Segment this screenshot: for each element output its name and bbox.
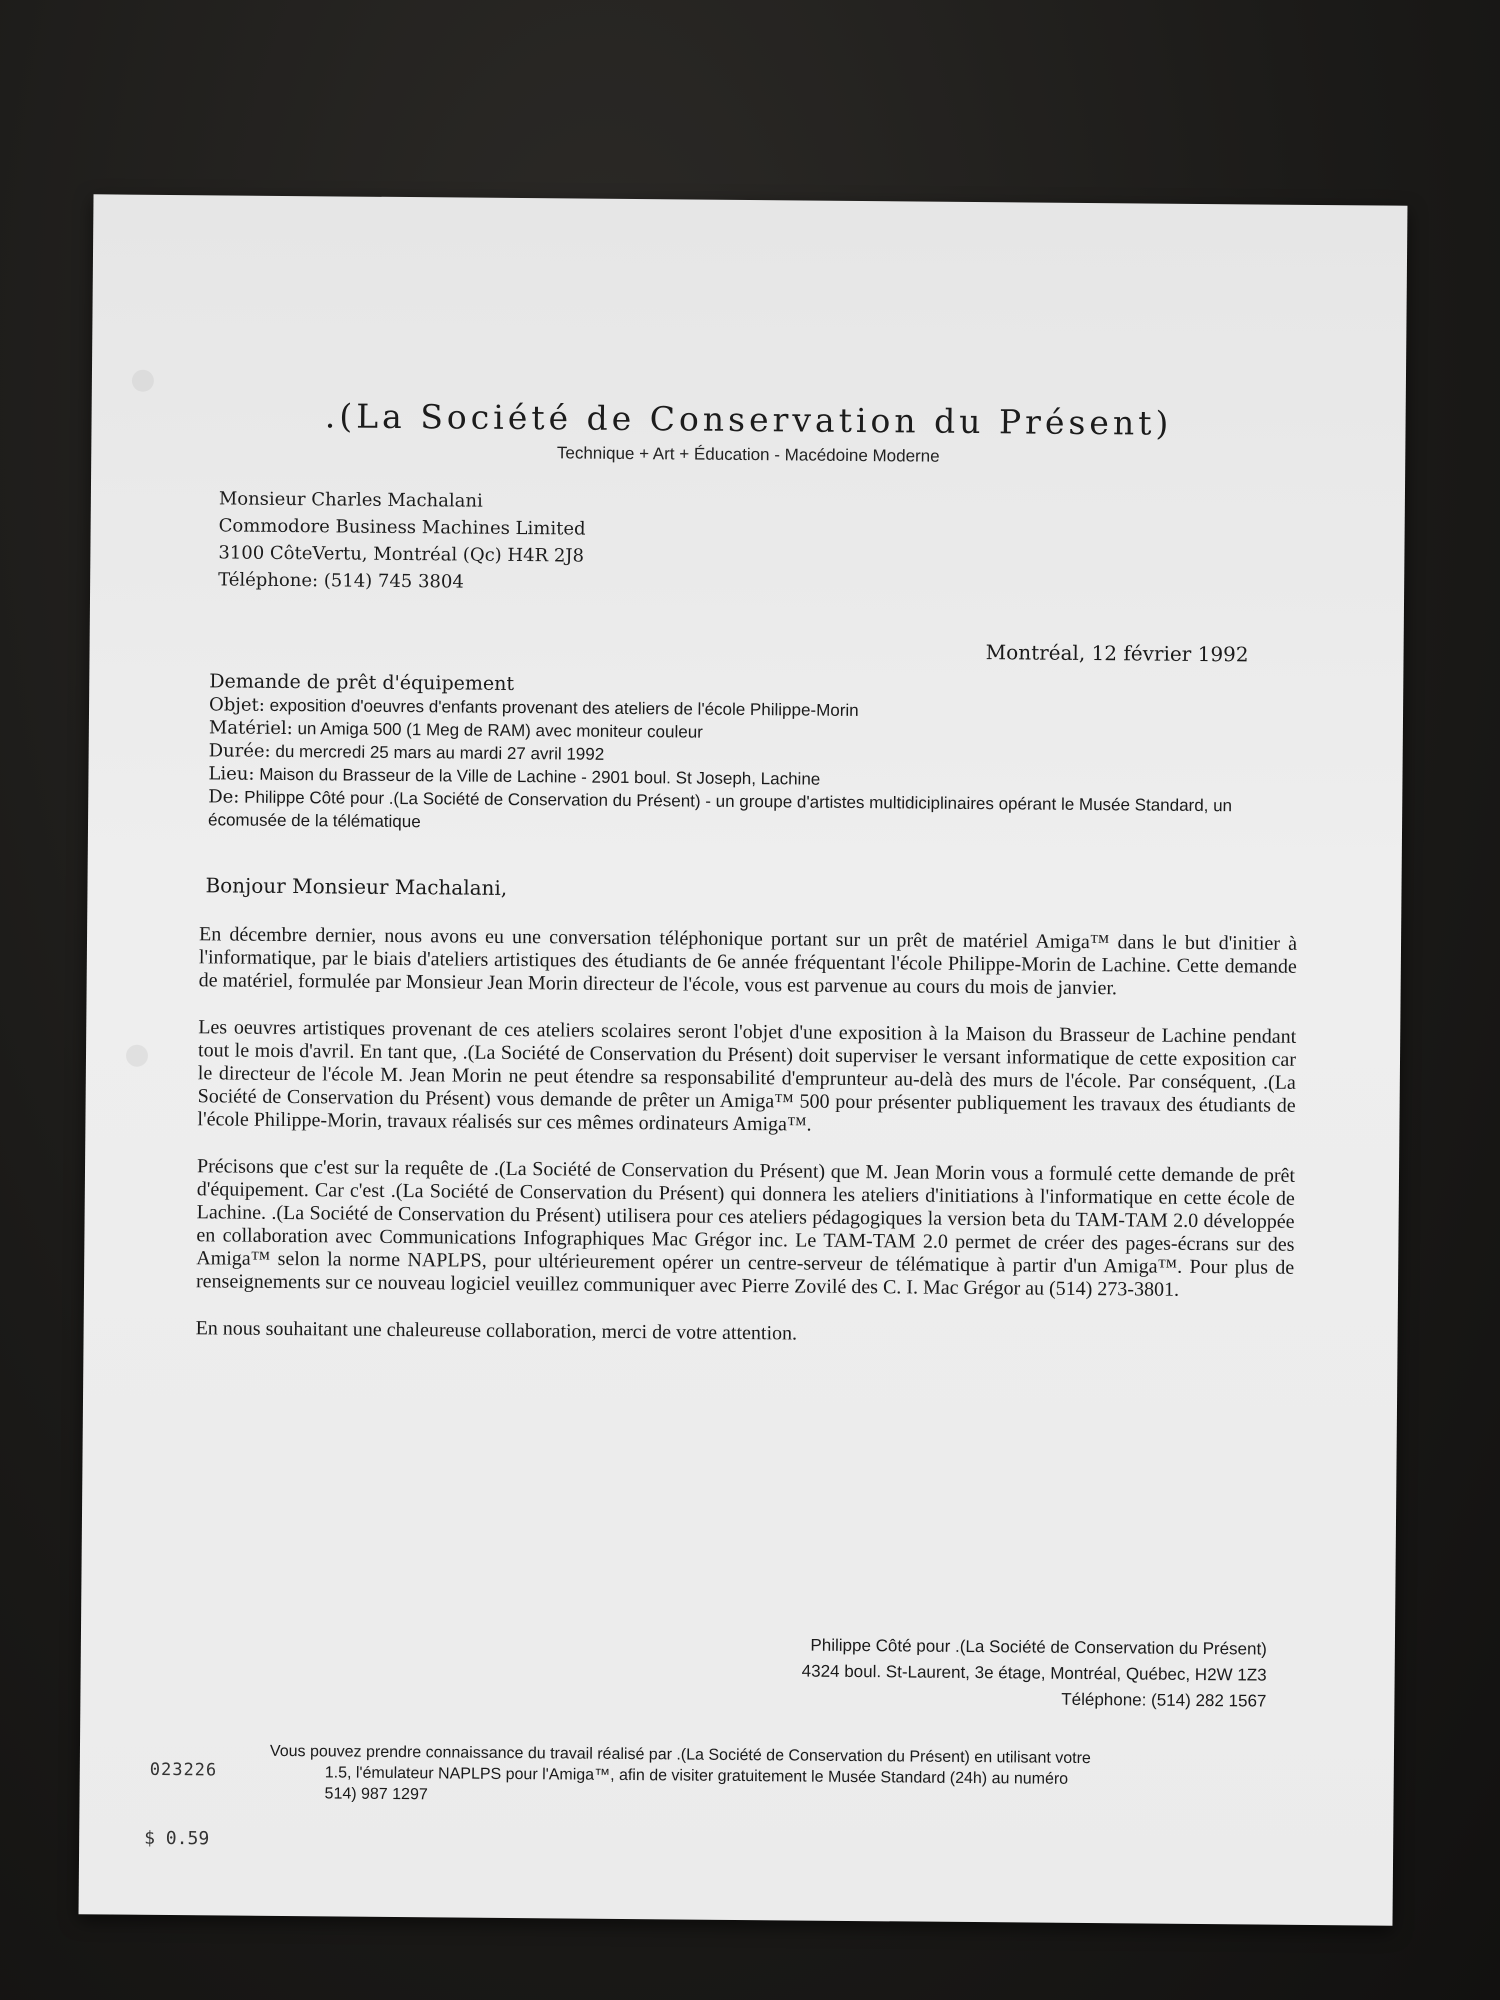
de-label: De: [208, 786, 240, 808]
letter-page [79, 194, 1408, 1925]
duree-value: du mercredi 25 mars au mardi 27 avril 1992 [275, 741, 605, 764]
organization-tagline: Technique + Art + Éducation - Macédoine Moderne [556, 443, 940, 466]
signature-name: Philippe Côté pour .(La Société de Conservation du Présent) [810, 1635, 1267, 1659]
signature-phone: Téléphone: (514) 282 1567 [1061, 1689, 1267, 1711]
subject-block [208, 670, 1289, 840]
recipient-block [218, 485, 586, 596]
de-value: Philippe Côté pour .(La Société de Conservation du Présent) - un groupe d'artistes multidiciplinaires opérant le Musée Standard, un écomusée de la télématique [207, 787, 1233, 832]
letter-date: Montréal, 12 février 1992 [985, 640, 1249, 667]
footer-line-1: Vous pouvez prendre connaissance du travail réalisé par .(La Société de Conservation du Présent) en utilisant votre [269, 1742, 1091, 1768]
paragraph-3: Précisons que c'est sur la requête de .(La Société de Conservation du Présent) que M. Jean Morin vous a formulé cette demande de prêt d'équipement. Car c'est .(La Société de Conservation du Présent) qui donnera les ateliers d'initiations à l'informatique en cette école de Lachine. .(La Société de Conservation du Présent) utilisera pour ces ateliers pédagogiques la version beta du TAM-TAM 2.0 développée en collaboration avec Communications Infographiques Mac Grégor inc. Le TAM-TAM 2.0 permet de créer des pages-écrans sur des Amiga™ selon la norme NAPLPS, pour ultérieurement opérer un centre-serveur de télématique à partir d'un Amiga™. Pour plus de renseignements sur ce nouveau logiciel veuillez communiquer avec Pierre Zovilé des C. I. Mac Grégor au (514) 273-3801. [195, 1155, 1296, 1301]
closing-line: En nous souhaitant une chaleureuse collaboration, merci de votre attention. [195, 1317, 798, 1345]
objet-value: exposition d'oeuvres d'enfants provenant des ateliers de l'école Philippe-Morin [269, 695, 859, 720]
signature-address: 4324 boul. St-Laurent, 3e étage, Montréal, Québec, H2W 1Z3 [801, 1661, 1267, 1685]
punch-hole-top [132, 370, 154, 392]
paragraph-1: En décembre dernier, nous avons eu une conversation téléphonique portant sur un prêt de matériel Amiga™ dans le but d'initier à l'informatique, par le biais d'ateliers artistiques des étudiants de 6e année fréquentant l'école Philippe-Morin de Lachine. Cette demande de matériel, formulée par Monsieur Jean Morin directeur de l'école, vous est parvenue au cours du mois de janvier. [198, 923, 1298, 1000]
punch-hole-middle [126, 1045, 148, 1067]
salutation: Bonjour Monsieur Machalani, [205, 873, 508, 900]
subject-de [208, 785, 1288, 840]
organization-name: .(La Société de Conservation du Présent) [324, 396, 1173, 443]
objet-label: Objet: [208, 694, 265, 716]
lieu-value: Maison du Brasseur de la Ville de Lachine - 2901 boul. St Joseph, Lachine [259, 764, 821, 789]
subject-heading: Demande de prêt d'équipement [209, 670, 515, 695]
lieu-label: Lieu: [208, 763, 255, 785]
recipient-address: 3100 CôteVertu, Montréal (Qc) H4R 2J8 [218, 542, 585, 567]
footer-line-2: 1.5, l'émulateur NAPLPS pour l'Amiga™, afin de visiter gratuitement le Musée Standard (24h) au numéro [324, 1764, 1069, 1788]
recipient-name: Monsieur Charles Machalani [218, 488, 483, 512]
letterhead [91, 394, 1406, 470]
footer-note [174, 1740, 1295, 1813]
recipient-company: Commodore Business Machines Limited [218, 515, 586, 540]
materiel-value: un Amiga 500 (1 Meg de RAM) avec moniteur couleur [297, 719, 703, 742]
paragraph-2: Les oeuvres artistiques provenant de ces ateliers scolaires seront l'objet d'une exposition à la Maison du Brasseur de Lachine pendant tout le mois d'avril. En tant que, .(La Société de Conservation du Présent) doit superviser le versant informatique de cette exposition car le directeur de l'école M. Jean Morin ne peut étendre sa responsabilité d'emprunteur au-delà des murs de l'école. Par conséquent, .(La Société de Conservation du Présent) vous demande de prêter un Amiga™ 500 pour présenter publiquement les travaux des étudiants de l'école Philippe-Morin, travaux réalisés sur ces mêmes ordinateurs Amiga™. [197, 1016, 1297, 1136]
duree-label: Durée: [208, 740, 271, 762]
footer-line-3: 514) 987 1297 [324, 1785, 428, 1804]
letter-body [196, 923, 1298, 1350]
recipient-phone: Téléphone: (514) 745 3804 [218, 569, 464, 593]
signature-block [801, 1633, 1267, 1715]
price-stamp: $ 0.59 [144, 1827, 210, 1850]
materiel-label: Matériel: [208, 717, 293, 740]
catalog-number-stamp: 023226 [149, 1759, 218, 1781]
